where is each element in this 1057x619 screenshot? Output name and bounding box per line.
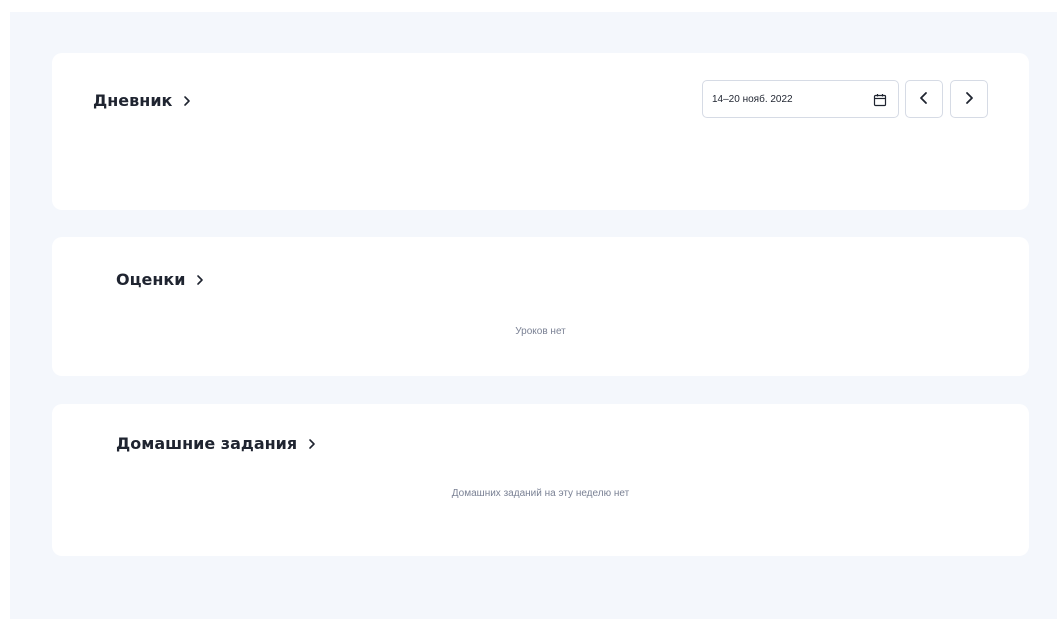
next-week-button[interactable] (950, 80, 988, 118)
previous-week-button[interactable] (905, 80, 943, 118)
week-date-picker[interactable] (702, 80, 899, 118)
diary-title-link[interactable] (93, 91, 192, 110)
grades-title-link[interactable] (116, 270, 205, 289)
homework-card (52, 404, 1029, 556)
diary-card (52, 53, 1029, 210)
chevron-right-icon (307, 438, 317, 450)
homework-title: Домашние задания (116, 434, 298, 453)
date-range-value: 14–20 нояб. 2022 (712, 93, 793, 105)
page-canvas (10, 12, 1057, 619)
calendar-icon (873, 92, 887, 106)
grades-title: Оценки (116, 270, 186, 289)
chevron-right-icon (195, 274, 205, 286)
homework-title-link[interactable] (116, 434, 317, 453)
grades-card (52, 237, 1029, 376)
homework-empty-message: Домашних заданий на эту неделю нет (451, 488, 630, 499)
grades-empty-message: Уроков нет (515, 326, 566, 337)
chevron-right-icon (182, 95, 192, 107)
diary-title: Дневник (93, 91, 173, 110)
chevron-right-icon (963, 91, 975, 108)
chevron-left-icon (918, 91, 930, 108)
